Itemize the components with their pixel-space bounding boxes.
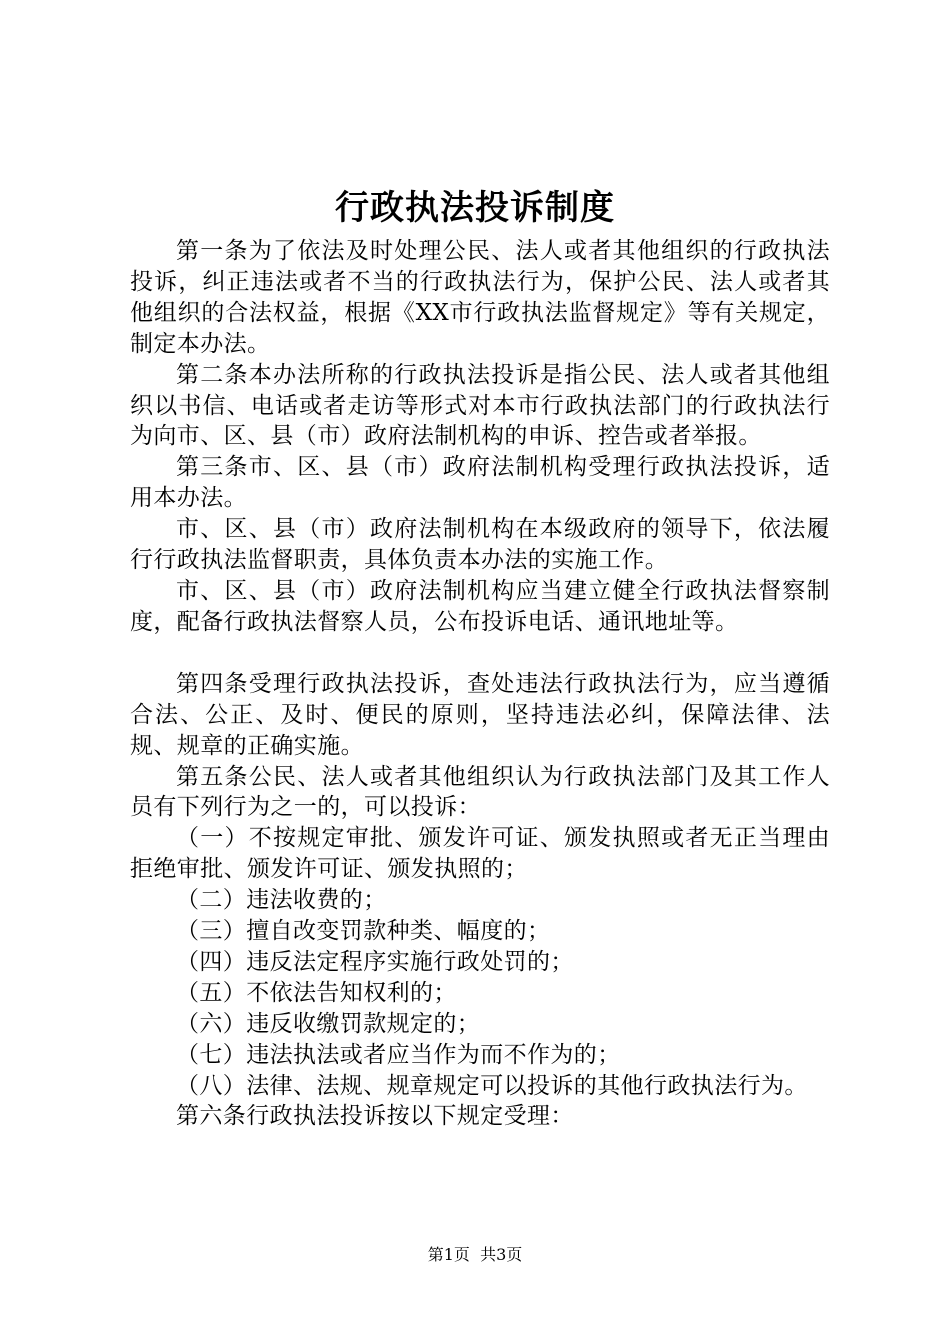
- list-item-8: （八）法律、法规、规章规定可以投诉的其他行政执法行为。: [176, 1072, 808, 1099]
- list-item-6: （六）违反收缴罚款规定的；: [176, 1010, 481, 1037]
- page-number-current: 第1页: [427, 1245, 470, 1264]
- document-body: [130, 236, 830, 1132]
- paragraph-article-3: 第三条市、区、县（市）政府法制机构受理行政执法投诉，适用本办法。: [130, 454, 830, 512]
- paragraph-article-1: 第一条为了依法及时处理公民、法人或者其他组织的行政执法投诉，纠正违法或者不当的行政执法行为，保护公民、法人或者其他组织的合法权益，根据《XX市行政执法监督规定》等有关规定，制定本办法。: [130, 238, 830, 357]
- list-item-5: （五）不依法告知权利的；: [176, 979, 457, 1006]
- list-item-4: （四）违反法定程序实施行政处罚的；: [176, 948, 574, 975]
- list-item-1: （一）不按规定审批、颁发许可证、颁发执照或者无正当理由拒绝审批、颁发许可证、颁发执照的；: [130, 825, 830, 883]
- paragraph-article-5: 第五条公民、法人或者其他组织认为行政执法部门及其工作人员有下列行为之一的，可以投诉：: [130, 763, 830, 821]
- page-footer: [0, 1244, 950, 1266]
- paragraph-article-6: 第六条行政执法投诉按以下规定受理：: [176, 1103, 574, 1130]
- paragraph-article-3-clause-1: 市、区、县（市）政府法制机构在本级政府的领导下，依法履行行政执法监督职责，具体负责本办法的实施工作。: [130, 516, 830, 574]
- document-title: 行政执法投诉制度: [335, 188, 615, 228]
- paragraph-article-3-clause-2: 市、区、县（市）政府法制机构应当建立健全行政执法督察制度，配备行政执法督察人员，公布投诉电话、通讯地址等。: [130, 577, 830, 635]
- paragraph-article-4: 第四条受理行政执法投诉，查处违法行政执法行为，应当遵循合法、公正、及时、便民的原则，坚持违法必纠，保障法律、法规、规章的正确实施。: [130, 670, 830, 759]
- page-number-total: 共3页: [480, 1245, 523, 1264]
- list-item-7: （七）违法执法或者应当作为而不作为的；: [176, 1041, 621, 1068]
- list-item-3: （三）擅自改变罚款种类、幅度的；: [176, 918, 551, 945]
- list-item-2: （二）违法收费的；: [176, 887, 387, 914]
- paragraph-article-2: 第二条本办法所称的行政执法投诉是指公民、法人或者其他组织以书信、电话或者走访等形式对本市行政执法部门的行政执法行为向市、区、县（市）政府法制机构的申诉、控告或者举报。: [130, 361, 830, 450]
